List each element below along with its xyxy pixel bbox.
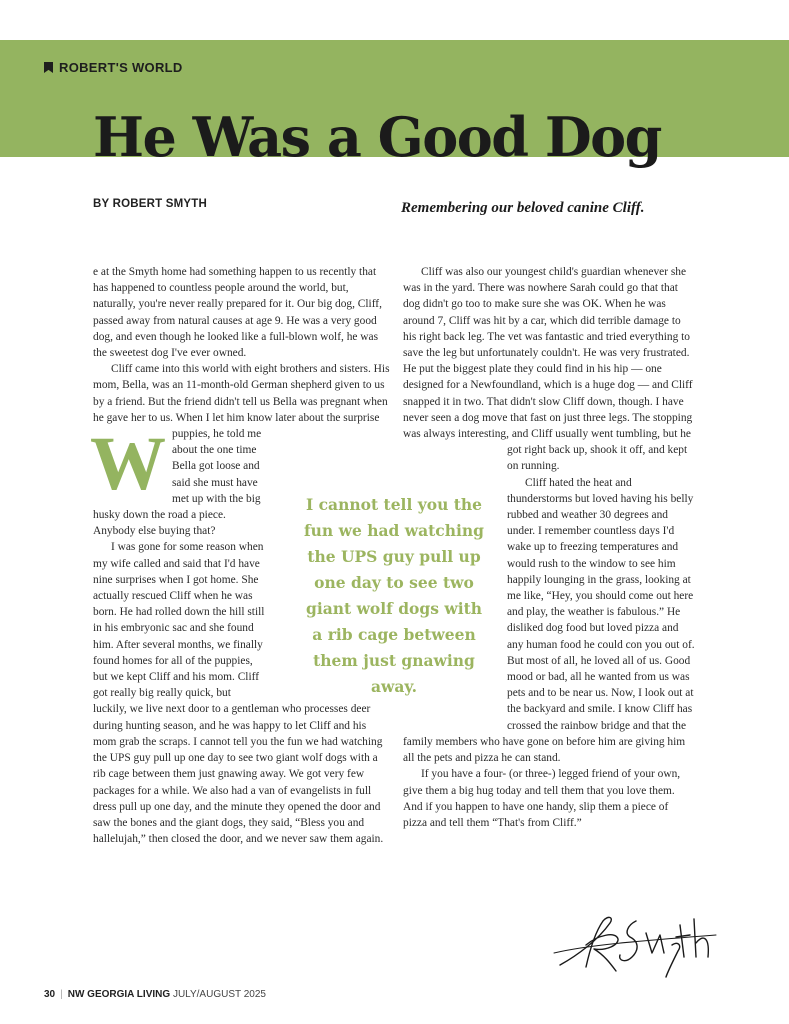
article-dek: Remembering our beloved canine Cliff.: [401, 200, 645, 216]
article-paragraph: Cliff came into this world with eight brothers and sisters. His mom, Bella, was an 11-month-old German shepherd given to us by a friend. But the friend didn't tell us Bella was pregnant when he gave her to us. When I let him know later about the surprise puppies, he told me about the one time Bella got loose and said she must have met up with the big husky down the road a piece. Anybody else buying that?: [93, 363, 390, 538]
drop-cap: W: [90, 422, 166, 506]
article-paragraph: W e at the Smyth home had something happen to us recently that has happened to countless people around the world, but, naturally, you're never really prepared for it. Our big dog, Cliff, passed away from natural causes at age 9. He was a very good dog, and even though he looked like a full-blown wolf, he was the sweetest dog I've ever owned.: [90, 266, 382, 506]
article-paragraph: If you have a four- (or three-) legged friend of your own, give them a big hug today and tell them that you love them. And if you happen to have one handy, slip them a piece of pizza and tell them “That's from Cliff.”: [403, 768, 681, 829]
section-label-text: ROBERT'S WORLD: [59, 60, 183, 75]
magazine-name: NW GEORGIA LIVING: [67, 989, 171, 1000]
bookmark-icon: [44, 62, 53, 73]
page-number: 30: [44, 989, 56, 1000]
article-paragraph: I was gone for some reason when my wife called and said that I'd have nine surprises when I got home. She actually rescued Cliff when he was born. He had rolled down the hill still in his embryonic sac and she found him. After several months, we finally found homes for all of the puppies, but we kept Cliff and his mom. Cliff got really big really quick, but luckily, we live next door to a gentleman who processes deer during hunting season, and he was happy to let Cliff and his mom grab the scraps. I cannot tell you the fun we had watching the UPS guy pull up one day to see two giant wolf dogs with a rib cage between them just gnawing away. We got very few packages for a while. We also had a van of evangelists in full dress pull up one day, and the minute they opened the door and saw the bones and the giant dogs, they said, “Bless you and hallelujah,” then closed the door, and we never saw them again.: [93, 541, 384, 846]
byline: BY ROBERT SMYTH: [93, 198, 207, 210]
article-paragraph: Cliff was also our youngest child's guardian whenever she was in the yard. There was nowhere Sarah could go that that dog didn't go too to make sure she was OK. When he was around 7, Cliff was hit by a car, which did terrible damage to his right back leg. The vet was fantastic and tried everything to save the leg but unfortunately couldn't. He was very frustrated. He put the biggest plate they could find in his hip — one designed for a Newfoundland, which is a huge dog — and Cliff snapped it in two. That didn't slow Cliff down, though. I have never seen a dog move that fast on just three legs. The stopping was always interesting, and Cliff usually went tumbling, but he got right back up, shook it off, and kept on running.: [403, 266, 693, 473]
pull-quote: I cannot tell you the fun we had watching the UPS guy pull up one day to see two giant wolf dogs with a rib cage between them just gnawing away.: [304, 495, 484, 696]
section-label: [44, 60, 183, 75]
page-footer: 30 | NW GEORGIA LIVING JULY/AUGUST 2025: [44, 989, 266, 1000]
signature: [548, 905, 723, 980]
article-paragraph: Cliff hated the heat and thunderstorms but loved having his belly rubbed and weather 30 degrees and under. I remember countless days I'd wake up to freezing temperatures and would rush to the window to see him happily lounging in the grass, looking at me like, “Hey, you should come out here and play, the weather is fabulous.” He disliked dog food but loved pizza and any human food he could con you out of. But most of all, he loved all of us. Good mood or bad, all he wanted from us was pets and to be near us. Now, I look out at the backyard and smile. I know Cliff has crossed the rainbow bridge and that the family members who have gone on before him are giving him all the pets and pizza he can stand.: [403, 476, 695, 765]
issue-date: JULY/AUGUST 2025: [172, 989, 266, 1000]
article-title: He Was a Good Dog: [93, 105, 661, 169]
